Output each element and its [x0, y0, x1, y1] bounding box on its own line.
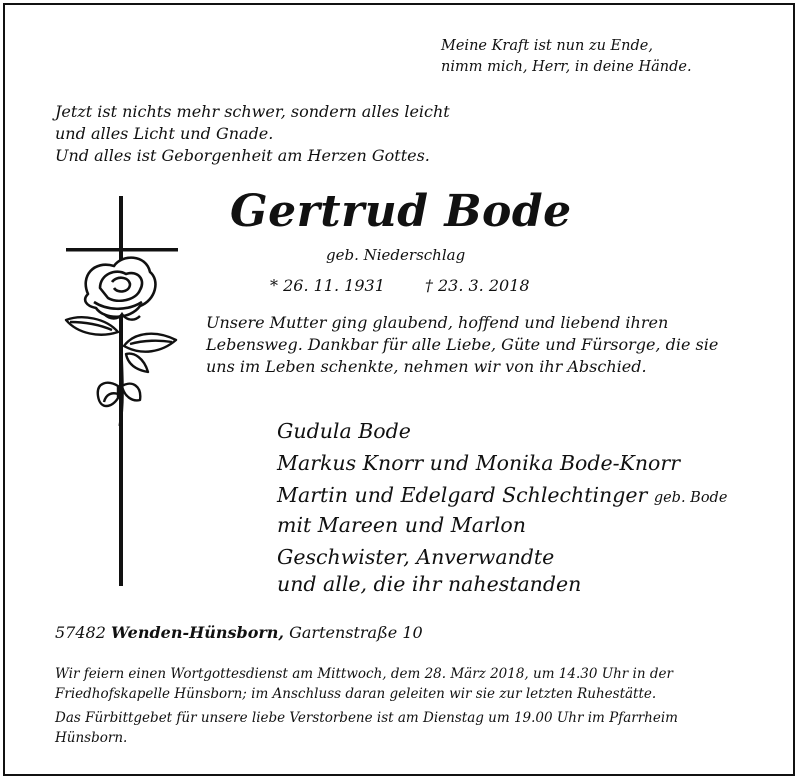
mourner-entry: Markus Knorr und Monika Bode-Knorr	[277, 451, 680, 475]
motto-top-line: Meine Kraft ist nun zu Ende,	[441, 38, 653, 54]
motto-left-line: und alles Licht und Gnade.	[55, 124, 274, 143]
mourner-entry: mit Mareen und Marlon	[277, 513, 526, 537]
address-town: Wenden-Hünsborn,	[111, 623, 284, 642]
motto-left-line: Und alles ist Geborgenheit am Herzen Gottes.	[55, 146, 430, 165]
life-dates	[270, 276, 530, 295]
message-line: Lebensweg. Dankbar für alle Liebe, Güte und Fürsorge, die sie	[206, 335, 719, 354]
service-info	[55, 664, 735, 748]
message-line: uns im Leben schenkte, nehmen wir von ihr Abschied.	[206, 357, 647, 376]
motto-left	[55, 101, 450, 167]
message-line: Unsere Mutter ging glaubend, hoffend und liebend ihren	[206, 313, 669, 332]
mourner-entry: Gudula Bode	[277, 419, 411, 443]
address	[55, 623, 423, 642]
birth-date: * 26. 11. 1931	[270, 276, 385, 295]
mourners-list	[277, 418, 727, 598]
address-street: Gartenstraße 10	[289, 623, 423, 642]
motto-top	[441, 36, 692, 78]
address-zip: 57482	[55, 623, 106, 642]
farewell-message	[206, 312, 718, 378]
cross-with-rose-icon	[60, 196, 182, 588]
deceased-name: Gertrud Bode	[230, 186, 572, 237]
mourner-entry	[277, 482, 727, 512]
service-paragraph: Wir feiern einen Wortgottesdienst am Mittwoch, dem 28. März 2018, um 14.30 Uhr in der Friedhofskapelle Hünsborn; im Anschluss daran geleiten wir sie zur letzten Ruhestätte.	[55, 666, 673, 702]
mourner-names: Martin und Edelgard Schlechtinger	[277, 483, 648, 507]
prayer-paragraph: Das Fürbittgebet für unsere liebe Verstorbene ist am Dienstag um 19.00 Uhr im Pfarrheim Hünsborn.	[55, 710, 678, 746]
motto-top-line: nimm mich, Herr, in deine Hände.	[441, 59, 692, 75]
mourner-note: geb. Bode	[653, 490, 728, 506]
maiden-name: geb. Niederschlag	[326, 246, 466, 264]
mourner-entry: Geschwister, Anverwandte	[277, 545, 555, 569]
mourner-entry: und alle, die ihr nahestanden	[277, 572, 582, 596]
death-date: † 23. 3. 2018	[424, 276, 530, 295]
motto-left-line: Jetzt ist nichts mehr schwer, sondern alles leicht	[55, 102, 450, 121]
